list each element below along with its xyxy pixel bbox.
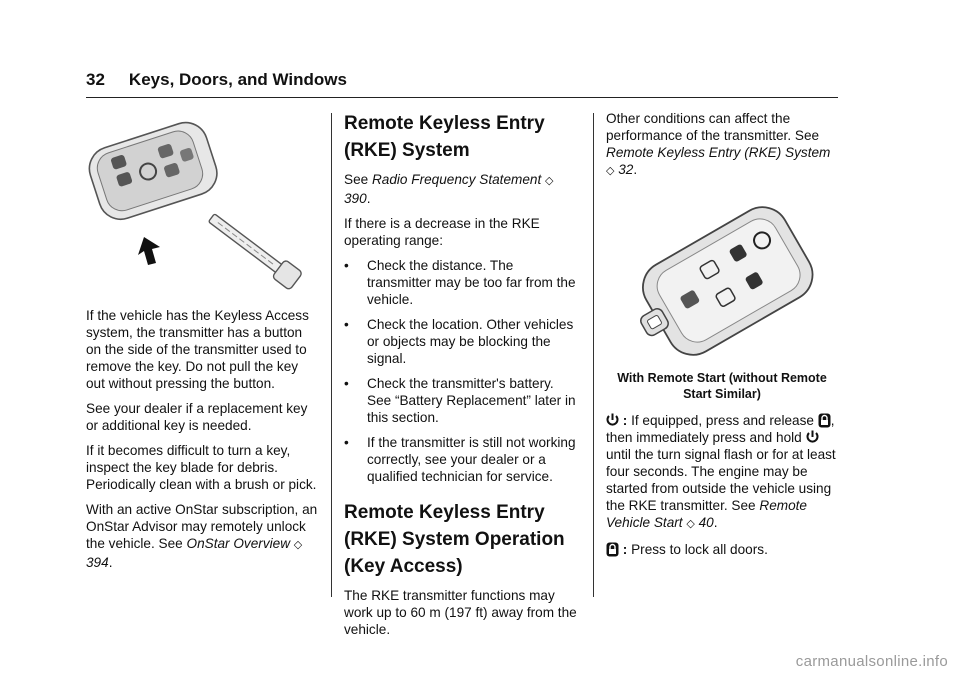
page-header [86, 70, 347, 90]
bullet-icon: • [344, 376, 349, 391]
key-blade-paragraph: If it becomes difficult to turn a key, inspect the key blade for debris. Periodically clean with a brush or pick. [86, 443, 317, 492]
list-item: • Check the distance. The transmitter may be too far from the vehicle. [344, 258, 576, 307]
range-checklist [344, 257, 579, 485]
bullet-icon: • [344, 435, 349, 450]
watermark: carmanualsonline.info [795, 653, 948, 670]
xref-arrow-icon: ◇ [606, 165, 615, 177]
other-conditions-paragraph: Other conditions can affect the performance of the transmitter. See Remote Keyless Entry (RKE) System ◇ 32. [606, 111, 831, 177]
lock-icon [606, 542, 619, 557]
list-item: • Check the transmitter's battery. See “Battery Replacement” later in this section. [344, 376, 576, 425]
rke-system-link[interactable]: Remote Keyless Entry (RKE) System [606, 145, 831, 160]
radio-frequency-link[interactable]: Radio Frequency Statement [371, 172, 542, 187]
remote-start-transmitter-illustration [606, 192, 838, 364]
remote-start-paragraph: : If equipped, press and release , then immediately press and hold until the turn signal flash or for at least four seconds. The engine may be started from outside the vehicle using the RKE transmitter. See Remote Vehicle Start ◇ 40. [606, 413, 836, 530]
bullet-icon: • [344, 258, 349, 273]
onstar-text: With an active OnStar subscription, an OnStar Advisor may remotely unlock the vehicle. See [86, 502, 318, 551]
xref-arrow-icon: ◇ [293, 539, 303, 551]
radio-frequency-paragraph [344, 171, 579, 207]
transmitter-range-paragraph: The RKE transmitter functions may work up to 60 m (197 ft) away from the vehicle. [344, 588, 577, 637]
xref-arrow-icon: ◇ [686, 518, 695, 530]
onstar-end: . [108, 555, 113, 570]
bullet-icon: • [344, 317, 349, 332]
rke-operation-heading: Remote Keyless Entry (RKE) System Operation (Key Access) [344, 502, 565, 577]
figure-caption: With Remote Start (without Remote Start Similar) [617, 371, 827, 401]
range-decrease-paragraph: If there is a decrease in the RKE operating range: [344, 216, 540, 248]
column-3 [606, 110, 838, 566]
keyless-access-paragraph: If the vehicle has the Keyless Access system, the transmitter has a button on the side of the transmitter used to remove the key. Do not pull the key out without pressing the button. [86, 308, 309, 391]
rke-system-heading: Remote Keyless Entry (RKE) System [344, 113, 545, 161]
remote-start-page-ref[interactable]: 40 [698, 515, 714, 530]
onstar-overview-link[interactable]: OnStar Overview [186, 536, 291, 551]
onstar-page-ref[interactable]: 394 [86, 555, 109, 570]
list-item: • Check the location. Other vehicles or objects may be blocking the signal. [344, 317, 574, 366]
smart-key-fob-illustration [86, 105, 318, 301]
remote-vehicle-start-link[interactable]: Remote Vehicle Start [606, 498, 807, 530]
page-number: 32 [86, 70, 105, 89]
radio-frequency-page-ref[interactable]: 390 [344, 191, 367, 206]
replacement-key-paragraph: See your dealer if a replacement key or additional key is needed. [86, 401, 308, 433]
column-1 [86, 105, 318, 579]
see-end: . [366, 191, 371, 206]
lock-paragraph: : Press to lock all doors. [606, 541, 838, 558]
rke-system-page-ref[interactable]: 32 [618, 162, 634, 177]
lock-icon [818, 413, 831, 428]
column-2 [344, 110, 579, 646]
header-rule [86, 97, 838, 98]
remote-start-icon [806, 430, 819, 445]
column-divider-2 [593, 113, 594, 597]
list-item: • If the transmitter is still not working correctly, see your dealer or a qualified technician for service. [344, 435, 576, 484]
remote-start-icon [606, 413, 619, 428]
onstar-paragraph [86, 501, 318, 571]
see-label: See [344, 172, 372, 187]
xref-arrow-icon: ◇ [545, 175, 554, 187]
section-title: Keys, Doors, and Windows [128, 70, 347, 89]
column-divider-1 [331, 113, 332, 597]
